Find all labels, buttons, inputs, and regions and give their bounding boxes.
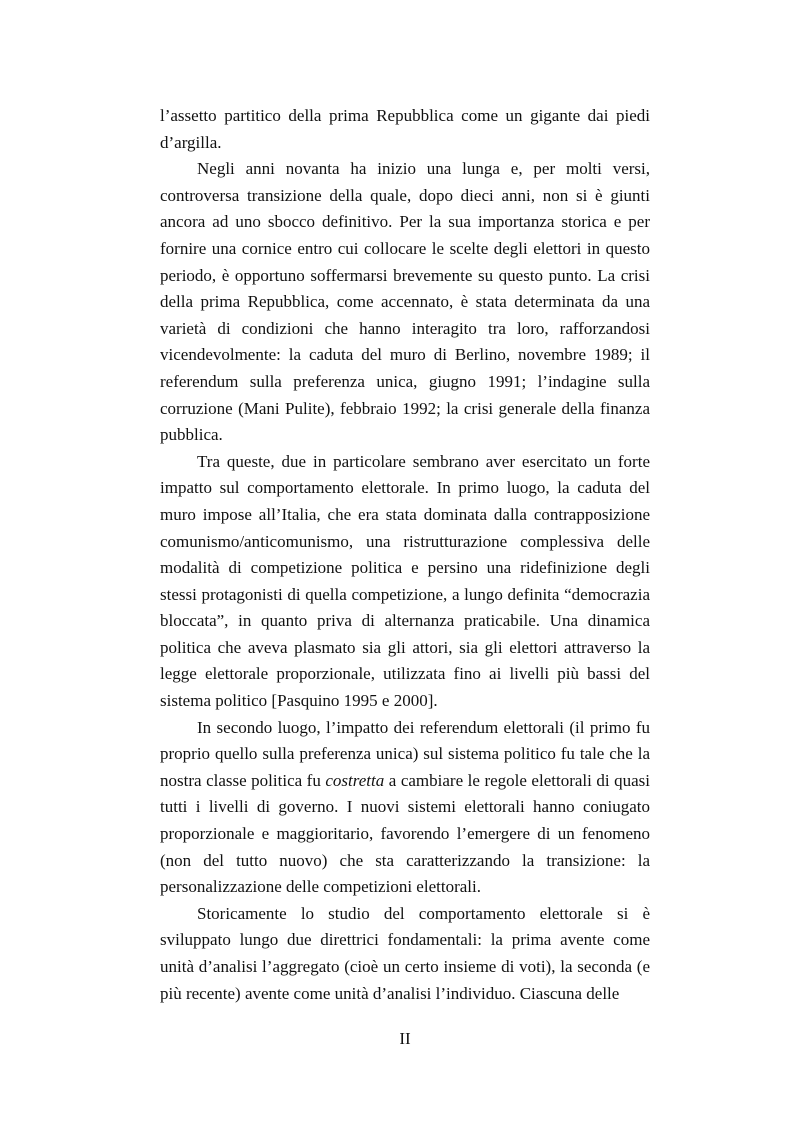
document-page xyxy=(160,103,650,1007)
paragraph-4 xyxy=(160,715,650,901)
paragraph-5: Storicamente lo studio del comportamento elettorale si è sviluppato lungo due direttrici fondamentali: la prima avente come unità d’analisi l’aggregato (cioè un certo insieme di voti), la seconda (e più recente) avente come unità d’analisi l’individuo. Ciascuna delle xyxy=(160,903,650,1003)
paragraph-4-text-after: a cambiare le regole elettorali di quasi tutti i livelli di governo. I nuovi sistemi elettorali hanno coniugato proporzionale e maggioritario, favorendo l’emergere di un fenomeno (non del tutto nuovo) che sta caratterizzando la transizione: la personalizzazione delle competizioni elettorali. xyxy=(160,770,650,897)
paragraph-4-text-before: In secondo luogo, l’impatto dei referendum elettorali (il primo fu proprio quello sulla preferenza unica) sul sistema politico fu tale che la nostra classe politica fu xyxy=(160,717,650,790)
page-number: II xyxy=(399,1029,411,1048)
paragraph-3: Tra queste, due in particolare sembrano aver esercitato un forte impatto sul comportamento elettorale. In primo luogo, la caduta del muro impose all’Italia, che era stata dominata dalla contrapposizione comunismo/anticomunismo, una ristrutturazione complessiva delle modalità di competizione politica e persino una ridefinizione degli stessi protagonisti di quella competizione, a lungo definita “democrazia bloccata”, in quanto priva di alternanza praticabile. Una dinamica politica che aveva plasmato sia gli attori, sia gli elettori attraverso la legge elettorale proporzionale, utilizzata fino ai livelli più bassi del sistema politico [Pasquino 1995 e 2000]. xyxy=(160,451,650,711)
paragraph-2: Negli anni novanta ha inizio una lunga e, per molti versi, controversa transizione della quale, dopo dieci anni, non si è giunti ancora ad uno sbocco definitivo. Per la sua importanza storica e per fornire una cornice entro cui collocare le scelte degli elettori in questo periodo, è opportuno soffermarsi brevemente su questo punto. La crisi della prima Repubblica, come accennato, è stata determinata da una varietà di condizioni che hanno interagito tra loro, rafforzandosi vicendevolmente: la caduta del muro di Berlino, novembre 1989; il referendum sulla preferenza unica, giugno 1991; l’indagine sulla corruzione (Mani Pulite), febbraio 1992; la crisi generale della finanza pubblica. xyxy=(160,159,650,445)
paragraph-1: l’assetto partitico della prima Repubblica come un gigante dai piedi d’argilla. xyxy=(160,106,650,152)
paragraph-4-emphasis: costretta xyxy=(325,770,385,790)
